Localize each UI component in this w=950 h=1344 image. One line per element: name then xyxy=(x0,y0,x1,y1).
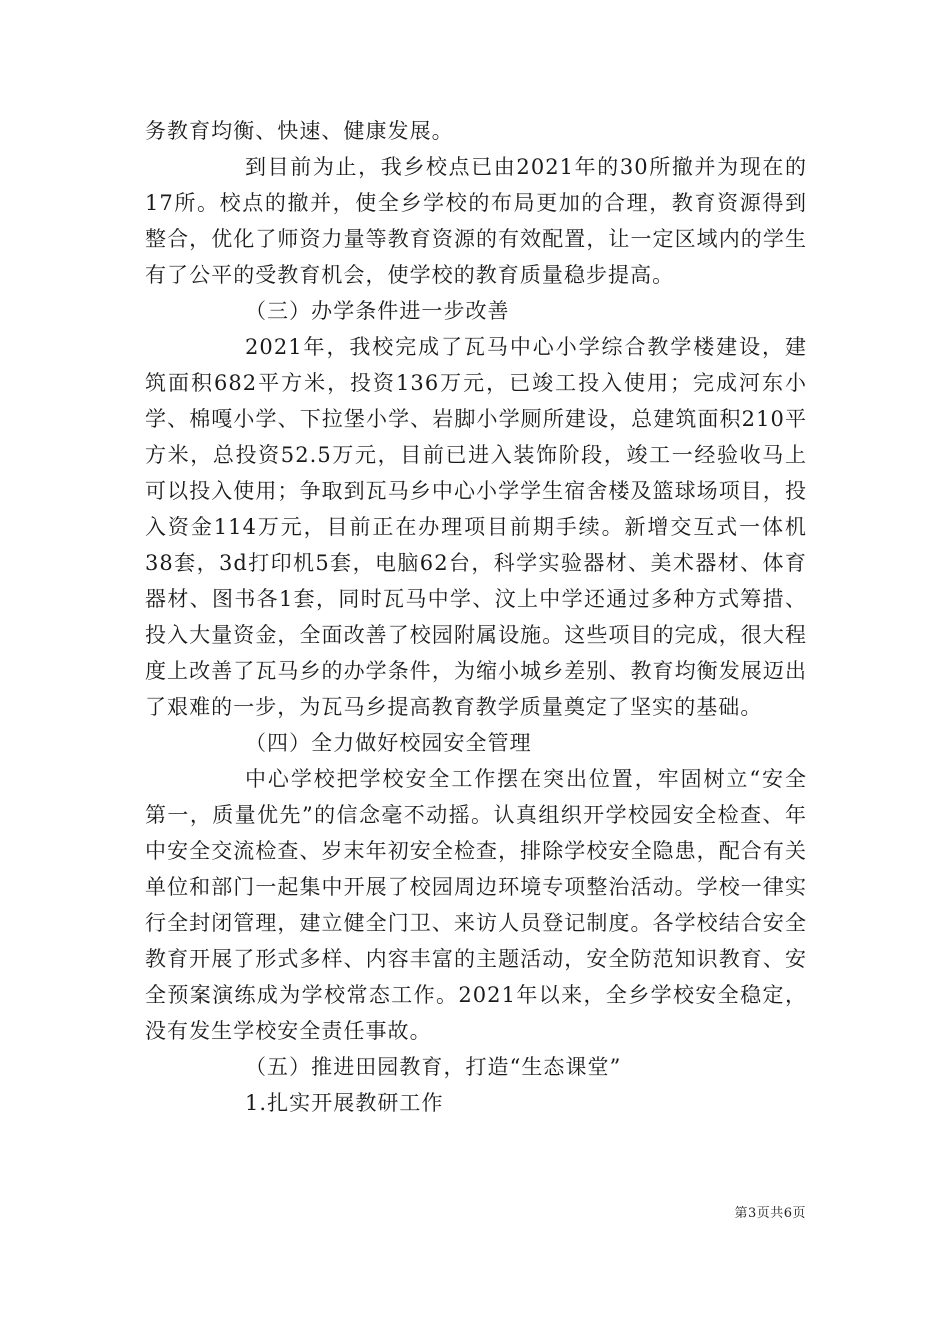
document-body xyxy=(145,113,807,1121)
subsection-heading-1: 1.扎实开展教研工作 xyxy=(245,1091,444,1115)
section-heading-4: （四）全力做好校园安全管理 xyxy=(245,731,532,755)
paragraph-continuation: 务教育均衡、快速、健康发展。 xyxy=(145,119,454,143)
section-heading-5: （五）推进田园教育，打造“生态课堂” xyxy=(245,1055,622,1079)
paragraph-school-conditions: 2021年，我校完成了瓦马中心小学综合教学楼建设，建筑面积682平方米，投资136万元，已竣工投入使用；完成河东小学、棉嘎小学、下拉堡小学、岩脚小学厕所建设，总建筑面积210平方米，总投资52.5万元，目前已进入装饰阶段，竣工一经验收马上可以投入使用；争取到瓦马乡中心小学学生宿舍楼及篮球场项目，投入资金114万元，目前正在办理项目前期手续。新增交互式一体机38套，3d打印机5套，电脑62台，科学实验器材、美术器材、体育器材、图书各1套，同时瓦马中学、汶上中学还通过多种方式筹措、投入大量资金，全面改善了校园附属设施。这些项目的完成，很大程度上改善了瓦马乡的办学条件，为缩小城乡差别、教育均衡发展迈出了艰难的一步，为瓦马乡提高教育教学质量奠定了坚实的基础。 xyxy=(145,335,807,719)
paragraph-school-merger: 到目前为止，我乡校点已由2021年的30所撤并为现在的17所。校点的撤并，使全乡学校的布局更加的合理，教育资源得到整合，优化了师资力量等教育资源的有效配置，让一定区域内的学生有了公平的受教育机会，使学校的教育质量稳步提高。 xyxy=(145,155,807,287)
page-number: 第3页共6页 xyxy=(734,1206,806,1221)
section-heading-3: （三）办学条件进一步改善 xyxy=(245,299,510,323)
paragraph-campus-safety: 中心学校把学校安全工作摆在突出位置，牢固树立“安全第一，质量优先”的信念毫不动摇。认真组织开学校园安全检查、年中安全交流检查、岁末年初安全检查，排除学校安全隐患，配合有关单位和部门一起集中开展了校园周边环境专项整治活动。学校一律实行全封闭管理，建立健全门卫、来访人员登记制度。各学校结合安全教育开展了形式多样、内容丰富的主题活动，安全防范知识教育、安全预案演练成为学校常态工作。2021年以来，全乡学校安全稳定，没有发生学校安全责任事故。 xyxy=(145,767,807,1043)
